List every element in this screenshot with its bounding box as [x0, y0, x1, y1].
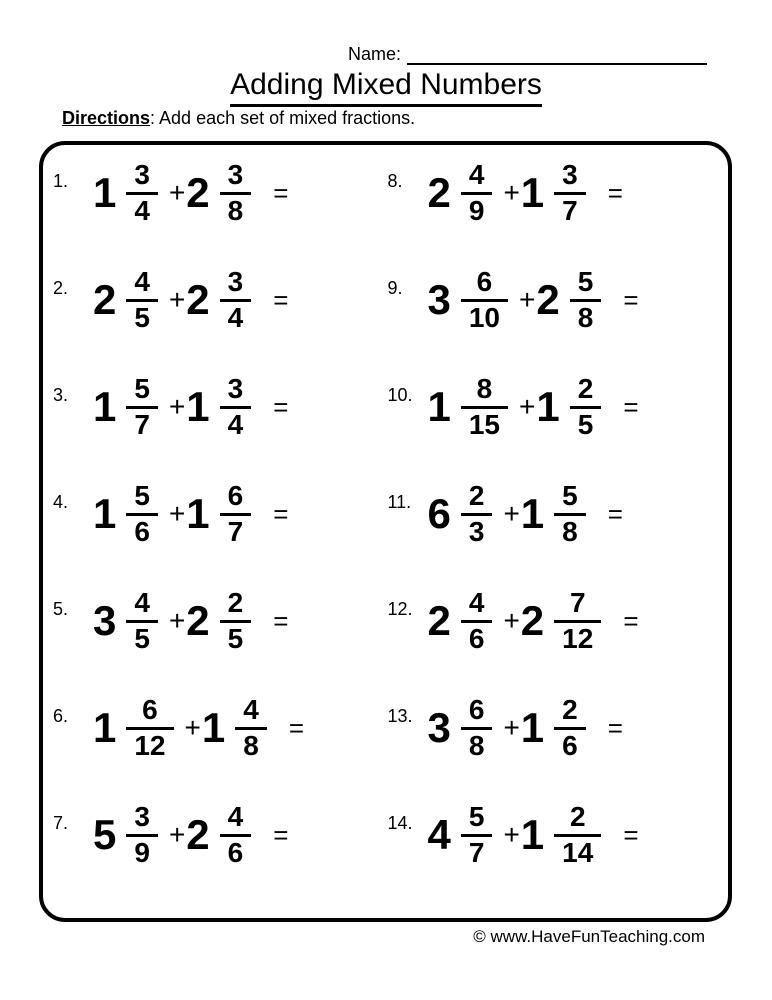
problem-number: 2. — [53, 278, 69, 298]
whole-number-2: 2 — [186, 811, 210, 859]
whole-number-2: 1 — [186, 383, 210, 431]
plus-operator: + — [168, 284, 186, 316]
problem — [53, 694, 388, 801]
denominator-2: 12 — [562, 622, 594, 654]
denominator-2: 6 — [227, 836, 244, 868]
problem-number: 9. — [387, 278, 403, 298]
problems-box — [39, 141, 732, 922]
plus-operator: + — [519, 391, 536, 423]
fraction-2 — [554, 589, 601, 653]
numerator-1: 3 — [134, 801, 150, 832]
problem-number: 3. — [53, 385, 69, 405]
whole-number-2: 2 — [536, 276, 560, 324]
denominator-1: 10 — [468, 301, 501, 333]
numerator-1: 6 — [476, 266, 493, 297]
fraction-2 — [554, 803, 601, 867]
whole-number-2: 2 — [186, 169, 210, 217]
denominator-1: 9 — [468, 194, 485, 226]
directions-text: : Add each set of mixed fractions. — [150, 108, 416, 128]
numerator-2: 4 — [243, 694, 259, 725]
whole-number-2: 1 — [186, 490, 210, 538]
plus-operator: + — [503, 498, 520, 530]
numerator-2: 5 — [577, 266, 594, 297]
fraction-2 — [220, 589, 252, 653]
fraction-2 — [554, 696, 586, 760]
problem-expression — [93, 268, 288, 332]
problem-number: 5. — [53, 599, 69, 619]
numerator-2: 2 — [569, 801, 586, 832]
whole-number-2: 1 — [520, 704, 545, 752]
equals-sign: = — [623, 605, 639, 636]
problem-expression — [93, 589, 288, 653]
fraction-2 — [220, 803, 252, 867]
numerator-2: 3 — [562, 159, 578, 190]
equals-sign: = — [273, 605, 289, 636]
problem-expression — [428, 375, 639, 439]
whole-number-2: 1 — [520, 169, 545, 217]
denominator-2: 8 — [577, 301, 594, 333]
page-title: Adding Mixed Numbers — [0, 68, 772, 107]
denominator-2: 5 — [577, 408, 594, 440]
denominator-1: 7 — [134, 408, 150, 440]
problem-expression — [93, 803, 288, 867]
problem-number: 1. — [53, 171, 69, 191]
problem-number: 7. — [53, 813, 69, 833]
plus-operator: + — [503, 605, 520, 637]
numerator-1: 4 — [468, 159, 485, 190]
whole-number-1: 2 — [427, 597, 451, 645]
problem-expression — [93, 482, 288, 546]
fraction-1 — [461, 375, 508, 439]
numerator-1: 4 — [468, 587, 485, 618]
denominator-1: 15 — [468, 408, 501, 440]
problem-number: 8. — [387, 171, 403, 191]
name-blank-line[interactable] — [407, 47, 707, 65]
fraction-1 — [461, 161, 493, 225]
equals-sign: = — [623, 391, 639, 422]
plus-operator: + — [503, 712, 520, 744]
problem — [53, 159, 388, 266]
directions-label: Directions — [62, 108, 151, 128]
footer-copyright: © www.HaveFunTeaching.com — [473, 927, 705, 946]
problem-number: 4. — [53, 492, 69, 512]
problem — [388, 801, 723, 908]
whole-number-1: 5 — [93, 811, 117, 859]
whole-number-1: 2 — [93, 276, 117, 324]
whole-number-2: 1 — [520, 490, 545, 538]
problem — [53, 801, 388, 908]
plus-operator: + — [519, 284, 536, 316]
problem — [388, 266, 723, 373]
fraction-2 — [554, 482, 586, 546]
numerator-1: 5 — [134, 373, 150, 404]
fraction-2 — [570, 268, 602, 332]
equals-sign: = — [273, 177, 289, 208]
numerator-2: 7 — [569, 587, 586, 618]
whole-number-1: 3 — [427, 276, 451, 324]
problem-expression — [93, 161, 288, 225]
fraction-1 — [126, 268, 158, 332]
fraction-2 — [220, 268, 252, 332]
problem — [388, 694, 723, 801]
whole-number-2: 2 — [520, 597, 545, 645]
numerator-2: 6 — [227, 480, 244, 511]
whole-number-2: 1 — [201, 704, 226, 752]
whole-number-1: 1 — [427, 383, 451, 431]
fraction-2 — [570, 375, 602, 439]
denominator-1: 9 — [134, 836, 150, 868]
whole-number-1: 1 — [93, 169, 117, 217]
numerator-1: 5 — [134, 480, 150, 511]
problem-expression — [428, 161, 623, 225]
denominator-2: 7 — [227, 515, 244, 547]
whole-number-1: 1 — [93, 490, 117, 538]
name-row — [348, 44, 707, 65]
equals-sign: = — [607, 498, 623, 529]
problem-expression — [428, 589, 639, 653]
denominator-2: 4 — [227, 408, 244, 440]
equals-sign: = — [288, 712, 304, 743]
problem-expression — [428, 803, 639, 867]
problem — [53, 587, 388, 694]
denominator-1: 7 — [468, 836, 485, 868]
fraction-1 — [126, 375, 158, 439]
problem — [388, 373, 723, 480]
numerator-2: 3 — [227, 159, 244, 190]
problem-number: 13. — [387, 706, 413, 726]
denominator-2: 14 — [562, 836, 594, 868]
numerator-2: 2 — [577, 373, 594, 404]
numerator-2: 2 — [227, 587, 244, 618]
whole-number-1: 1 — [93, 704, 117, 752]
whole-number-2: 2 — [186, 276, 210, 324]
denominator-2: 8 — [562, 515, 578, 547]
numerator-2: 3 — [227, 373, 244, 404]
equals-sign: = — [607, 712, 623, 743]
fraction-1 — [461, 482, 493, 546]
denominator-2: 6 — [562, 729, 578, 761]
plus-operator: + — [503, 177, 520, 209]
fraction-2 — [220, 482, 252, 546]
denominator-2: 7 — [562, 194, 578, 226]
problem — [388, 480, 723, 587]
problem-number: 10. — [387, 385, 413, 405]
plus-operator: + — [168, 819, 186, 851]
fraction-2 — [554, 161, 586, 225]
equals-sign: = — [273, 498, 289, 529]
problem — [53, 373, 388, 480]
fraction-1 — [461, 696, 493, 760]
plus-operator: + — [168, 391, 186, 423]
plus-operator: + — [184, 712, 201, 744]
plus-operator: + — [503, 819, 520, 851]
denominator-2: 8 — [227, 194, 244, 226]
numerator-2: 5 — [562, 480, 578, 511]
whole-number-1: 3 — [93, 597, 117, 645]
fraction-1 — [126, 803, 158, 867]
denominator-2: 5 — [227, 622, 244, 654]
problem — [388, 159, 723, 266]
name-label: Name: — [348, 44, 402, 64]
fraction-2 — [220, 161, 252, 225]
denominator-1: 8 — [468, 729, 485, 761]
denominator-2: 8 — [243, 729, 259, 761]
numerator-2: 2 — [562, 694, 578, 725]
whole-number-2: 1 — [536, 383, 560, 431]
whole-number-1: 1 — [93, 383, 117, 431]
denominator-1: 6 — [468, 622, 485, 654]
fraction-1 — [126, 482, 158, 546]
denominator-1: 6 — [134, 515, 150, 547]
problem-number: 12. — [387, 599, 413, 619]
numerator-1: 3 — [134, 159, 150, 190]
denominator-1: 4 — [134, 194, 150, 226]
equals-sign: = — [623, 284, 639, 315]
whole-number-2: 1 — [520, 811, 545, 859]
equals-sign: = — [607, 177, 623, 208]
fraction-1 — [461, 589, 493, 653]
plus-operator: + — [168, 177, 186, 209]
fraction-1 — [126, 589, 158, 653]
plus-operator: + — [168, 498, 186, 530]
numerator-1: 6 — [468, 694, 485, 725]
problem — [388, 587, 723, 694]
numerator-1: 4 — [134, 266, 150, 297]
directions — [62, 108, 415, 129]
numerator-1: 4 — [134, 587, 150, 618]
problem-expression — [93, 375, 288, 439]
problem — [53, 480, 388, 587]
whole-number-2: 2 — [186, 597, 210, 645]
numerator-2: 3 — [227, 266, 244, 297]
whole-number-1: 3 — [427, 704, 451, 752]
problem-expression — [428, 482, 623, 546]
equals-sign: = — [273, 391, 289, 422]
fraction-1 — [461, 803, 493, 867]
equals-sign: = — [273, 819, 289, 850]
whole-number-1: 6 — [427, 490, 451, 538]
problem-number: 14. — [387, 813, 413, 833]
fraction-1 — [126, 696, 173, 760]
denominator-1: 5 — [134, 301, 150, 333]
plus-operator: + — [168, 605, 186, 637]
fraction-1 — [126, 161, 158, 225]
whole-number-1: 4 — [427, 811, 451, 859]
problem-expression — [428, 696, 623, 760]
numerator-1: 5 — [468, 801, 485, 832]
equals-sign: = — [273, 284, 289, 315]
numerator-1: 8 — [476, 373, 493, 404]
denominator-1: 12 — [134, 729, 166, 761]
fraction-2 — [235, 696, 267, 760]
numerator-2: 4 — [227, 801, 244, 832]
problem-number: 6. — [53, 706, 69, 726]
denominator-1: 3 — [468, 515, 485, 547]
fraction-1 — [461, 268, 508, 332]
denominator-2: 4 — [227, 301, 244, 333]
problem-expression — [428, 268, 639, 332]
problem — [53, 266, 388, 373]
equals-sign: = — [623, 819, 639, 850]
fraction-2 — [220, 375, 252, 439]
problem-expression — [93, 696, 304, 760]
numerator-1: 2 — [468, 480, 485, 511]
problem-number: 11. — [387, 492, 412, 512]
numerator-1: 6 — [142, 694, 158, 725]
denominator-1: 5 — [134, 622, 150, 654]
whole-number-1: 2 — [427, 169, 451, 217]
